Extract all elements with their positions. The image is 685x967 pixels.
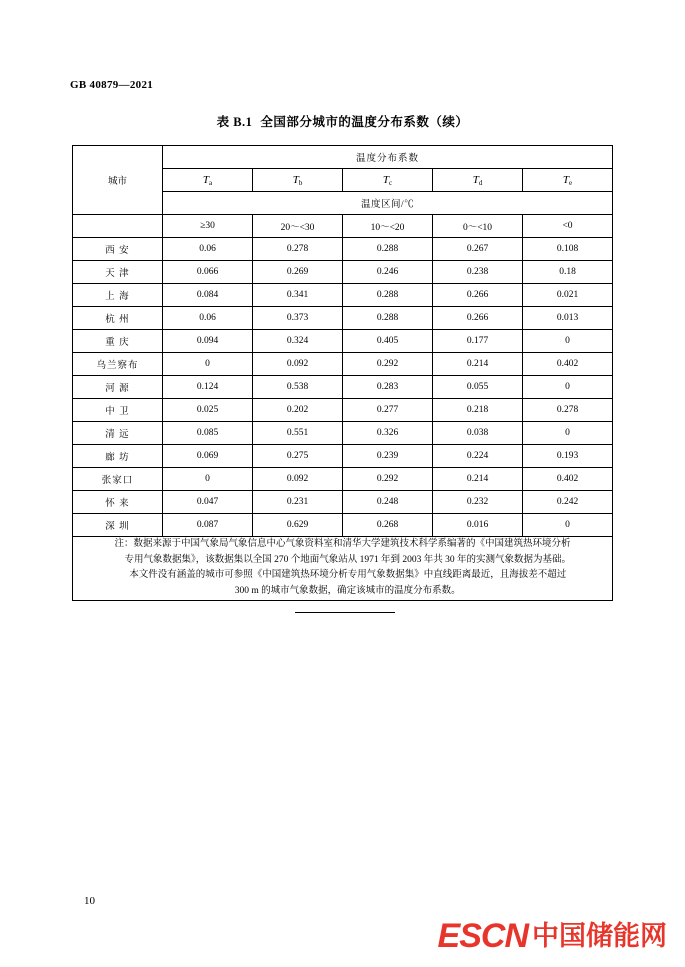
- cell-city: 清 远: [73, 422, 163, 445]
- temperature-distribution-table: [72, 145, 613, 601]
- table-header-group-row: [73, 146, 613, 169]
- cell-value: 0.108: [523, 238, 613, 261]
- table-row: [73, 399, 613, 422]
- note-line: 专用气象数据集》，该数据集以全国 270 个地面气象站从 1971 年到 2003 年共 30 年的实测气象数据为基础。: [124, 554, 571, 565]
- table-row: [73, 307, 613, 330]
- cell-value: 0.092: [253, 468, 343, 491]
- cell-value: 0.094: [163, 330, 253, 353]
- watermark-chinese-text: 中国储能网: [532, 920, 667, 951]
- cell-value: 0.326: [343, 422, 433, 445]
- cell-value: 0.267: [433, 238, 523, 261]
- cell-value: 0.402: [523, 468, 613, 491]
- cell-city: 中 卫: [73, 399, 163, 422]
- cell-value: 0.214: [433, 353, 523, 376]
- cell-city: 重 庆: [73, 330, 163, 353]
- cell-value: 0.085: [163, 422, 253, 445]
- cell-value: 0.224: [433, 445, 523, 468]
- cell-value: 0.202: [253, 399, 343, 422]
- table-header-ranges-row: [73, 215, 613, 238]
- cell-value: 0.025: [163, 399, 253, 422]
- cell-value: 0.013: [523, 307, 613, 330]
- cell-value: 0.246: [343, 261, 433, 284]
- cell-city: 上 海: [73, 284, 163, 307]
- header-range-1: 20～<30: [253, 215, 343, 238]
- cell-value: 0.405: [343, 330, 433, 353]
- cell-value: 0.341: [253, 284, 343, 307]
- cell-value: 0.06: [163, 307, 253, 330]
- table-row: [73, 284, 613, 307]
- cell-value: 0.18: [523, 261, 613, 284]
- cell-value: 0.124: [163, 376, 253, 399]
- cell-value: 0.239: [343, 445, 433, 468]
- cell-city: 乌兰察布: [73, 353, 163, 376]
- cell-city: 怀 来: [73, 491, 163, 514]
- table-row: [73, 468, 613, 491]
- table-row: [73, 330, 613, 353]
- cell-value: 0.551: [253, 422, 343, 445]
- header-coefficient-group: 温度分布系数: [163, 146, 613, 169]
- header-range-label: 温度区间/℃: [163, 192, 613, 215]
- cell-value: 0.232: [433, 491, 523, 514]
- cell-city: 天 津: [73, 261, 163, 284]
- note-line: 300 m 的城市气象数据，确定该城市的温度分布系数。: [234, 586, 461, 597]
- note-line: 注：数据来源于中国气象局气象信息中心气象资料室和清华大学建筑技术科学系编著的《中国建筑热环境分析: [114, 539, 571, 549]
- table-row: [73, 491, 613, 514]
- cell-city: 河 源: [73, 376, 163, 399]
- cell-value: 0: [163, 353, 253, 376]
- table-note-row: [73, 537, 613, 601]
- watermark-logo: [438, 919, 667, 953]
- header-range-4: <0: [523, 215, 613, 238]
- cell-value: 0.629: [253, 514, 343, 537]
- table-row: [73, 514, 613, 537]
- cell-value: 0.092: [253, 353, 343, 376]
- header-symbol-ta: $T_a$: [163, 169, 253, 192]
- header-symbol-tb: $T_b$: [253, 169, 343, 192]
- cell-value: 0: [523, 376, 613, 399]
- watermark-latin-text: ESCN: [437, 917, 528, 955]
- cell-value: 0.266: [433, 307, 523, 330]
- cell-value: 0.292: [343, 353, 433, 376]
- cell-value: 0.277: [343, 399, 433, 422]
- cell-value: 0.402: [523, 353, 613, 376]
- cell-value: 0.538: [253, 376, 343, 399]
- cell-value: 0: [523, 422, 613, 445]
- cell-value: 0: [163, 468, 253, 491]
- table-title-text: 全国部分城市的温度分布系数（续）: [260, 115, 469, 129]
- cell-value: 0.06: [163, 238, 253, 261]
- cell-value: 0.084: [163, 284, 253, 307]
- cell-value: 0.373: [253, 307, 343, 330]
- header-symbol-te: $T_e$: [523, 169, 613, 192]
- cell-value: 0.248: [343, 491, 433, 514]
- cell-value: 0: [523, 330, 613, 353]
- cell-value: 0.283: [343, 376, 433, 399]
- cell-value: 0.292: [343, 468, 433, 491]
- cell-value: 0.038: [433, 422, 523, 445]
- cell-value: 0.288: [343, 284, 433, 307]
- cell-value: 0.231: [253, 491, 343, 514]
- cell-value: 0.266: [433, 284, 523, 307]
- cell-value: 0.214: [433, 468, 523, 491]
- cell-value: 0.238: [433, 261, 523, 284]
- table-row: [73, 353, 613, 376]
- cell-city: 廊 坊: [73, 445, 163, 468]
- table-row: [73, 445, 613, 468]
- cell-value: 0.278: [523, 399, 613, 422]
- cell-value: 0.275: [253, 445, 343, 468]
- cell-value: 0.193: [523, 445, 613, 468]
- cell-value: 0.069: [163, 445, 253, 468]
- table-title-prefix: 表 B.1: [216, 115, 253, 129]
- header-symbol-td: $T_d$: [433, 169, 523, 192]
- cell-value: 0.288: [343, 238, 433, 261]
- note-line: 本文件没有涵盖的城市可参照《中国建筑热环境分析专用气象数据集》中直线距离最近，且海拔差不超过: [129, 570, 567, 581]
- cell-value: 0.016: [433, 514, 523, 537]
- cell-value: 0.324: [253, 330, 343, 353]
- header-symbol-tc: $T_c$: [343, 169, 433, 192]
- cell-value: 0.242: [523, 491, 613, 514]
- cell-value: 0.177: [433, 330, 523, 353]
- table-row: [73, 376, 613, 399]
- cell-value: 0.269: [253, 261, 343, 284]
- cell-value: 0: [523, 514, 613, 537]
- header-range-2: 10～<20: [343, 215, 433, 238]
- table-row: [73, 238, 613, 261]
- page-number: 10: [84, 895, 95, 907]
- cell-value: 0.087: [163, 514, 253, 537]
- standard-code-header: GB 40879—2021: [70, 79, 154, 91]
- cell-value: 0.047: [163, 491, 253, 514]
- cell-value: 0.288: [343, 307, 433, 330]
- header-range-3: 0～<10: [433, 215, 523, 238]
- header-range-city-blank: [73, 215, 163, 238]
- cell-value: 0.055: [433, 376, 523, 399]
- table-row: [73, 422, 613, 445]
- table-note: [73, 537, 613, 601]
- section-divider-rule: [295, 612, 395, 613]
- table-title: [0, 112, 685, 130]
- header-city: 城市: [73, 146, 163, 215]
- cell-value: 0.066: [163, 261, 253, 284]
- cell-city: 西 安: [73, 238, 163, 261]
- cell-value: 0.218: [433, 399, 523, 422]
- cell-value: 0.021: [523, 284, 613, 307]
- cell-city: 张家口: [73, 468, 163, 491]
- cell-city: 深 圳: [73, 514, 163, 537]
- cell-value: 0.278: [253, 238, 343, 261]
- table-row: [73, 261, 613, 284]
- cell-city: 杭 州: [73, 307, 163, 330]
- header-range-0: ≥30: [163, 215, 253, 238]
- cell-value: 0.268: [343, 514, 433, 537]
